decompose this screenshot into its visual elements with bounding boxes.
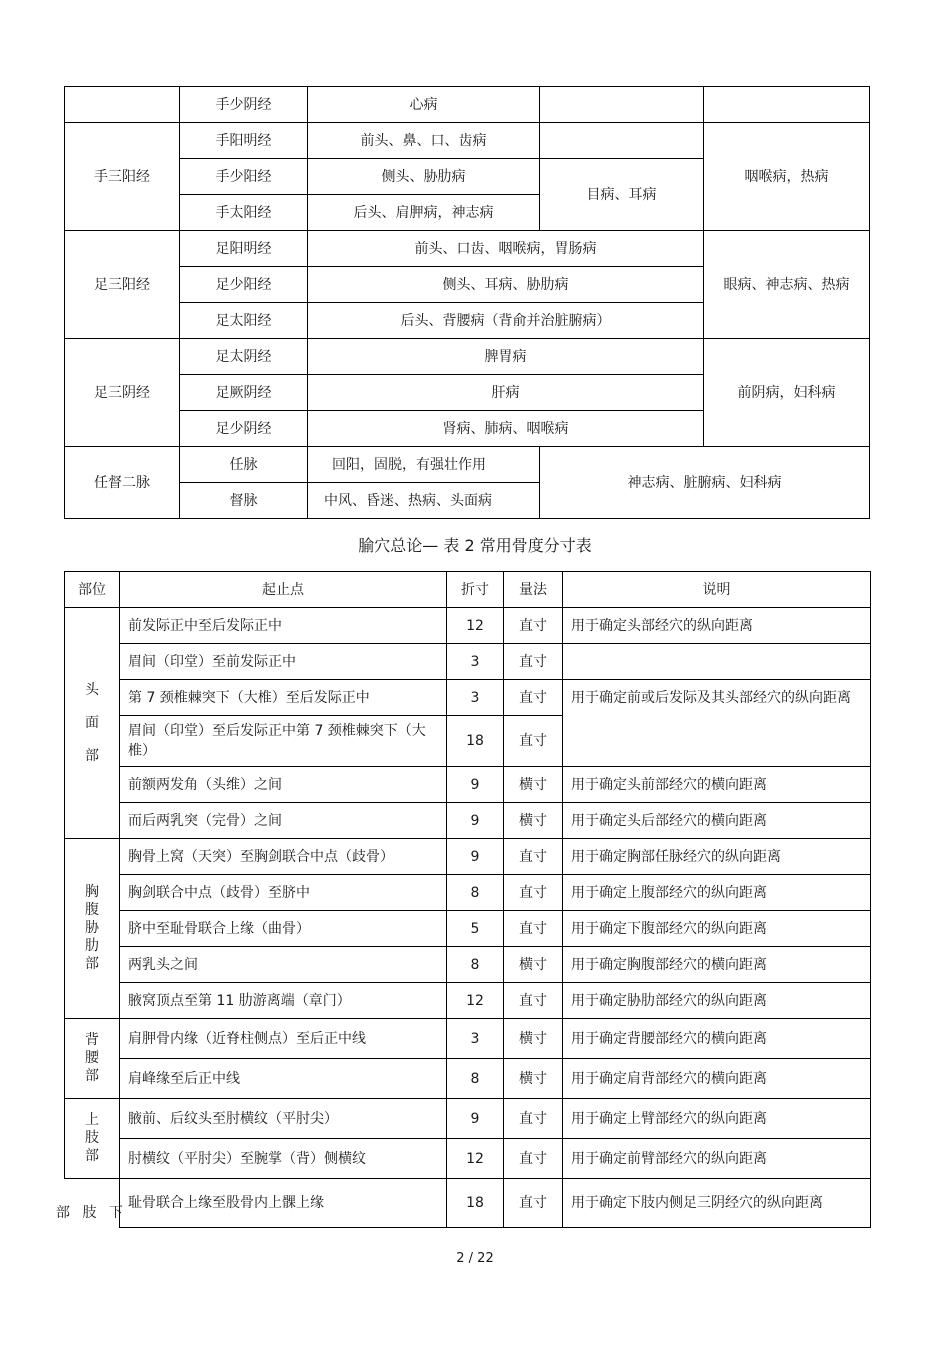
cun-cell: 9 [447, 1099, 504, 1139]
main-indication-cell: 肝病 [308, 375, 704, 411]
method-cell: 横寸 [504, 1059, 563, 1099]
note-cell: 用于确定上腹部经穴的纵向距离 [563, 875, 871, 911]
method-cell: 横寸 [504, 947, 563, 983]
range-cell: 耻骨联合上缘至股骨内上髁上缘 [120, 1179, 447, 1228]
channel-cell: 足少阴经 [180, 411, 308, 447]
cun-cell: 18 [447, 716, 504, 767]
common-indication-cell: 前阴病，妇科病 [704, 339, 870, 447]
range-cell: 第 7 颈椎棘突下（大椎）至后发际正中 [120, 680, 447, 716]
cun-cell: 12 [447, 608, 504, 644]
note-cell: 用于确定前臂部经穴的纵向距离 [563, 1139, 871, 1179]
main-indication-cell: 后头、肩胛病，神志病 [308, 195, 540, 231]
note-cell: 用于确定胸腹部经穴的横向距离 [563, 947, 871, 983]
header-row [65, 572, 871, 608]
cun-cell: 9 [447, 803, 504, 839]
table-row [65, 803, 871, 839]
channel-cell: 足太阴经 [180, 339, 308, 375]
range-cell: 而后两乳突（完骨）之间 [120, 803, 447, 839]
channel-cell: 手太阳经 [180, 195, 308, 231]
main-indication-cell: 中风、昏迷、热病、头面病 [308, 483, 540, 519]
main-indication-cell: 回阳，固脱，有强壮作用 [308, 447, 540, 483]
range-cell: 胸骨上窝（天突）至胸剑联合中点（歧骨） [120, 839, 447, 875]
channel-cell: 手少阴经 [180, 87, 308, 123]
main-indication-cell: 肾病、肺病、咽喉病 [308, 411, 704, 447]
main-indication-cell: 后头、背腰病（背俞并治脏腑病） [308, 303, 704, 339]
method-cell: 横寸 [504, 767, 563, 803]
range-cell: 前发际正中至后发际正中 [120, 608, 447, 644]
note-cell [563, 644, 871, 680]
table-row [65, 911, 871, 947]
channel-cell: 足厥阴经 [180, 375, 308, 411]
range-cell: 两乳头之间 [120, 947, 447, 983]
method-cell: 直寸 [504, 911, 563, 947]
table-row [65, 947, 871, 983]
table-row [65, 339, 870, 375]
region-head [65, 608, 120, 839]
cun-cell: 3 [447, 644, 504, 680]
note-cell: 用于确定下肢内侧足三阴经穴的纵向距离 [563, 1179, 871, 1228]
region-label: 胸腹胁肋部 [85, 884, 99, 972]
channel-cell: 督脉 [180, 483, 308, 519]
range-cell: 眉间（印堂）至后发际正中第 7 颈椎棘突下（大椎） [120, 716, 447, 767]
range-cell: 肩胛骨内缘（近脊柱侧点）至后正中线 [120, 1019, 447, 1059]
method-cell: 直寸 [504, 875, 563, 911]
page-number: 2 / 22 [456, 1251, 494, 1266]
region-label: 头面部 [85, 681, 99, 764]
mid-indication-cell: 目病、耳病 [540, 159, 704, 231]
group-cell: 足三阴经 [65, 339, 180, 447]
cun-cell: 8 [447, 947, 504, 983]
table-row [65, 1059, 871, 1099]
cun-cell: 9 [447, 839, 504, 875]
note-cell: 用于确定头部经穴的纵向距离 [563, 608, 871, 644]
channel-cell: 足少阳经 [180, 267, 308, 303]
range-cell: 前额两发角（头维）之间 [120, 767, 447, 803]
method-cell: 直寸 [504, 680, 563, 716]
table-row [65, 1019, 871, 1059]
table-row [65, 123, 870, 159]
channel-cell: 手少阳经 [180, 159, 308, 195]
method-cell: 直寸 [504, 1099, 563, 1139]
header-region: 部位 [65, 572, 120, 608]
table-row [65, 1179, 871, 1228]
header-cun: 折寸 [447, 572, 504, 608]
range-cell: 脐中至耻骨联合上缘（曲骨） [120, 911, 447, 947]
common-indication-cell: 眼病、神志病、热病 [704, 231, 870, 339]
channel-cell: 足太阳经 [180, 303, 308, 339]
table-row [65, 767, 871, 803]
range-cell: 眉间（印堂）至前发际正中 [120, 644, 447, 680]
channel-cell: 足阳明经 [180, 231, 308, 267]
main-indication-cell: 前头、口齿、咽喉病，胃肠病 [308, 231, 704, 267]
table-row [65, 680, 871, 716]
mid-indication-cell [540, 87, 704, 123]
common-indication-cell [704, 87, 870, 123]
table-row [65, 839, 871, 875]
note-cell: 用于确定胸部任脉经穴的纵向距离 [563, 839, 871, 875]
method-cell: 直寸 [504, 1179, 563, 1228]
range-cell: 肩峰缘至后正中线 [120, 1059, 447, 1099]
region-chest [65, 839, 120, 1019]
common-indication-cell: 神志病、脏腑病、妇科病 [540, 447, 870, 519]
note-cell: 用于确定头前部经穴的横向距离 [563, 767, 871, 803]
main-indication-cell: 前头、鼻、口、齿病 [308, 123, 540, 159]
cun-cell: 18 [447, 1179, 504, 1228]
range-cell: 腋窝顶点至第 11 肋游离端（章门） [120, 983, 447, 1019]
group-cell: 任督二脉 [65, 447, 180, 519]
bone-proportional-table [64, 571, 871, 1228]
main-indication-cell: 侧头、胁肋病 [308, 159, 540, 195]
cun-cell: 3 [447, 680, 504, 716]
note-cell: 用于确定背腰部经穴的横向距离 [563, 1019, 871, 1059]
note-text: 用于确定前或后发际及其头部经穴的纵向距离 [571, 690, 851, 706]
method-cell: 直寸 [504, 608, 563, 644]
table-row [65, 644, 871, 680]
table-row [65, 608, 871, 644]
method-cell: 直寸 [504, 1139, 563, 1179]
cun-cell: 3 [447, 1019, 504, 1059]
cun-cell: 12 [447, 1139, 504, 1179]
method-cell: 直寸 [504, 716, 563, 767]
note-cell [563, 680, 871, 767]
main-indication-cell: 脾胃病 [308, 339, 704, 375]
common-indication-cell: 咽喉病，热病 [704, 123, 870, 231]
group-cell: 足三阳经 [65, 231, 180, 339]
range-cell: 肘横纹（平肘尖）至腕掌（背）侧横纹 [120, 1139, 447, 1179]
method-cell: 直寸 [504, 839, 563, 875]
region-label: 上肢部 [85, 1112, 99, 1164]
main-indication-cell: 心病 [308, 87, 540, 123]
main-indication-cell: 侧头、耳病、胁肋病 [308, 267, 704, 303]
note-cell: 用于确定下腹部经穴的纵向距离 [563, 911, 871, 947]
table-row [65, 1099, 871, 1139]
mid-indication-cell [540, 123, 704, 159]
method-cell: 直寸 [504, 644, 563, 680]
table-row [65, 231, 870, 267]
group-cell [65, 87, 180, 123]
note-cell: 用于确定胁肋部经穴的纵向距离 [563, 983, 871, 1019]
region-upper [65, 1099, 120, 1179]
method-cell: 横寸 [504, 1019, 563, 1059]
cun-cell: 9 [447, 767, 504, 803]
cun-cell: 8 [447, 875, 504, 911]
header-range: 起止点 [120, 572, 447, 608]
header-method: 量法 [504, 572, 563, 608]
region-label-lower: 部 肢 下 [56, 1205, 127, 1221]
cun-cell: 5 [447, 911, 504, 947]
region-back [65, 1019, 120, 1099]
cun-cell: 8 [447, 1059, 504, 1099]
range-cell: 胸剑联合中点（歧骨）至脐中 [120, 875, 447, 911]
note-cell: 用于确定头后部经穴的横向距离 [563, 803, 871, 839]
note-cell: 用于确定肩背部经穴的横向距离 [563, 1059, 871, 1099]
header-note: 说明 [563, 572, 871, 608]
table-row [65, 87, 870, 123]
cun-cell: 12 [447, 983, 504, 1019]
region-label: 背腰部 [85, 1032, 99, 1084]
channel-cell: 手阳明经 [180, 123, 308, 159]
channel-indication-table [64, 86, 870, 519]
table-title: 腧穴总论— 表 2 常用骨度分寸表 [358, 536, 592, 555]
table-row [65, 447, 870, 483]
note-cell: 用于确定上臂部经穴的纵向距离 [563, 1099, 871, 1139]
table-row [65, 875, 871, 911]
range-cell: 腋前、后纹头至肘横纹（平肘尖） [120, 1099, 447, 1139]
method-cell: 直寸 [504, 983, 563, 1019]
method-cell: 横寸 [504, 803, 563, 839]
group-cell: 手三阳经 [65, 123, 180, 231]
channel-cell: 任脉 [180, 447, 308, 483]
table-row [65, 983, 871, 1019]
table-row [65, 1139, 871, 1179]
